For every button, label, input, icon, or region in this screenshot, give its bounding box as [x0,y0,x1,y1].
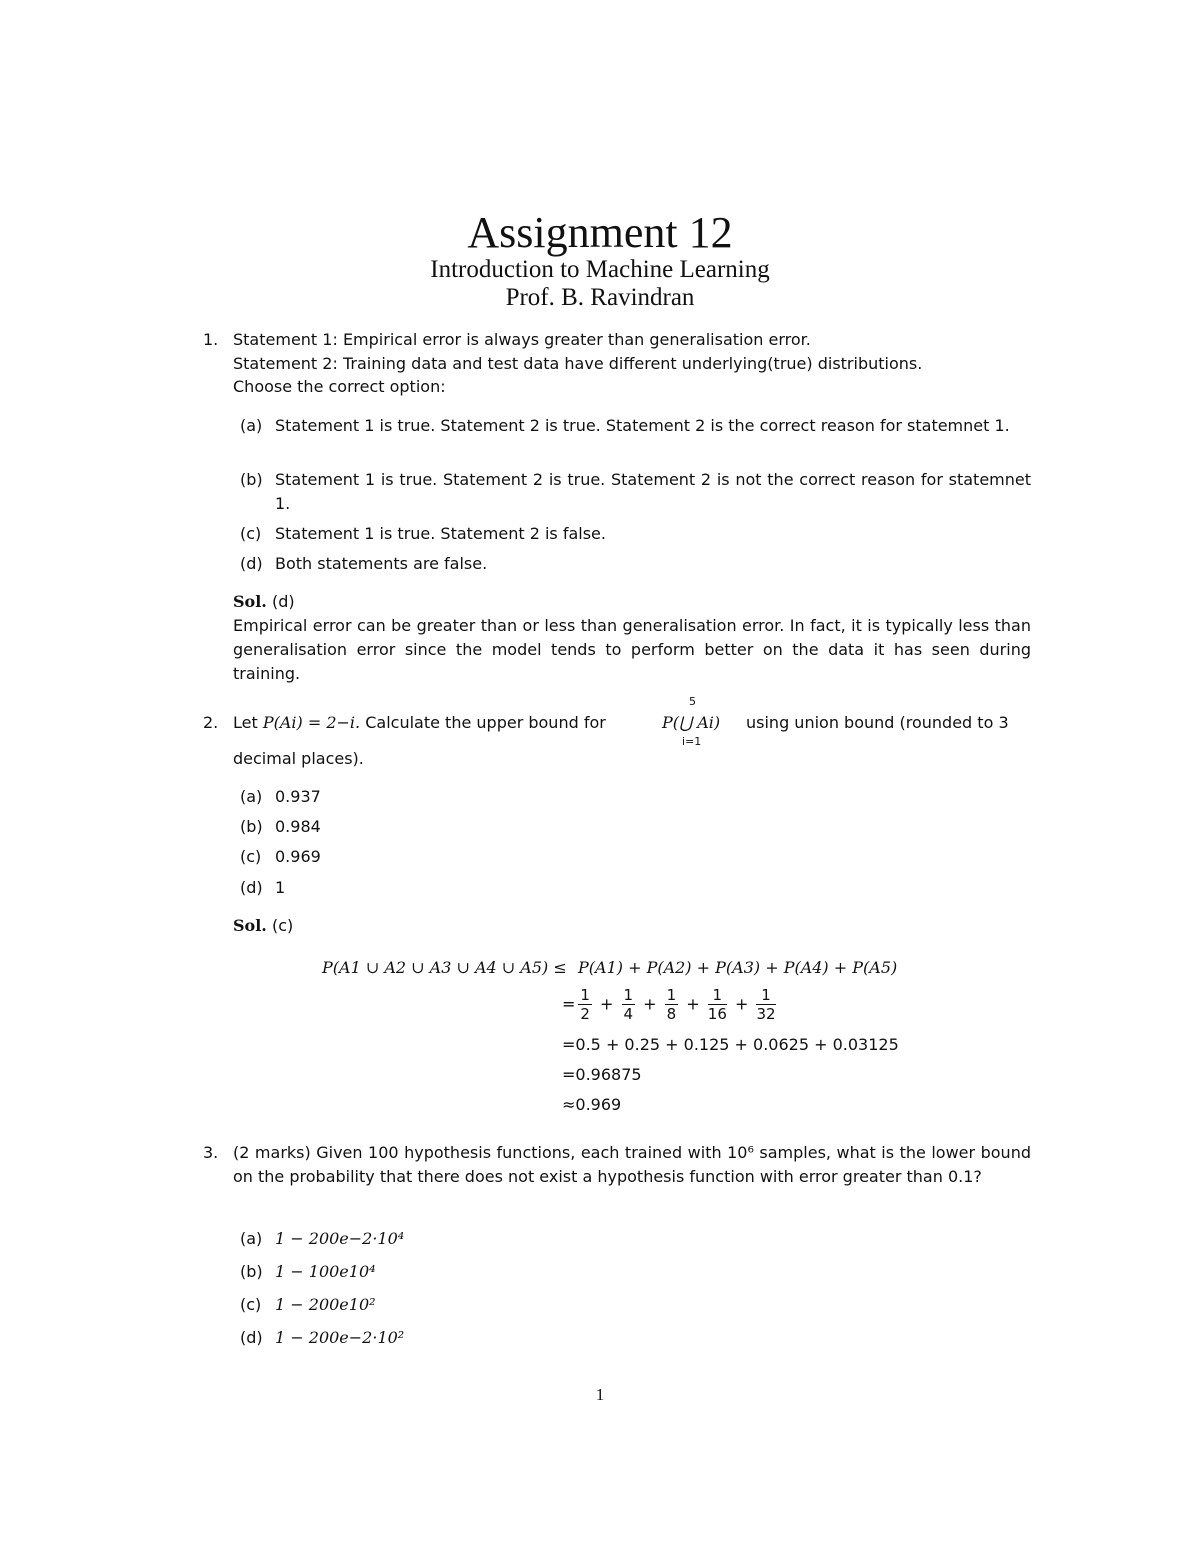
plus-sign: + [594,994,619,1014]
q2-stem-suffix: using union bound (rounded to 3 [746,713,1009,732]
plus-sign: + [729,994,754,1014]
q2-derivation-rhs1: P(A1) + P(A2) + P(A3) + P(A4) + P(A5) [578,958,898,977]
q2-option-d-text: 1 [275,878,286,897]
q2-stem-prefix: Let [233,713,258,732]
q3-option-b-label: (b) [240,1262,263,1281]
fraction-denominator: 2 [580,1005,590,1023]
fraction-term [665,986,679,1023]
q1-solution [233,590,295,614]
q2-derivation-line3: =0.5 + 0.25 + 0.125 + 0.0625 + 0.03125 [562,1035,899,1054]
fraction-term [708,986,727,1023]
q3-stem: (2 marks) Given 100 hypothesis functions, each trained with 10⁶ samples, what is the lower bound on the probability that there does not exist a hypothesis function with error greater than 0.1? [233,1143,1031,1186]
q1-option-c-label: (c) [240,524,262,543]
q3-option-b-text: 1 − 100e10⁴ [275,1262,376,1281]
q1-sol-answer: (d) [271,592,295,611]
q1-sol-label: Sol. [233,592,267,611]
q2-sol-answer: (c) [271,916,294,935]
fraction-denominator: 16 [707,1005,727,1023]
q1-instruction: Choose the correct option: [233,377,446,396]
q2-derivation-fractions: = $\frac{1}{2}$ + $\frac{1}{4}$ + $\frac{1}{8}$ + $\frac{1}{16}$ + $\frac{1}{32}$ [562,986,779,1023]
q2-option-a-text: 0.937 [275,787,321,806]
q3-option-a-label: (a) [240,1229,263,1248]
page-title: Assignment 12 [467,208,733,257]
fraction-numerator: 1 [580,986,590,1004]
fraction-numerator: 1 [666,986,677,1004]
question-3-number: 3. [203,1143,219,1162]
q2-sol-label: Sol. [233,916,267,935]
fraction-numerator: 1 [708,986,727,1005]
q2-union-lower: i=1 [682,735,702,748]
q2-stem-expr: P(Ai) = 2−i. [262,713,361,732]
q1-statement-2: Statement 2: Training data and test data have different underlying(true) distributions. [233,354,923,373]
fraction-numerator: 1 [756,986,775,1005]
q1-option-b-text: Statement 1 is true. Statement 2 is true. Statement 2 is not the correct reason for statemnet 1. [275,470,1031,513]
fraction-denominator: 8 [666,1005,677,1023]
fraction-denominator: 32 [756,1005,776,1023]
q2-option-b-text: 0.984 [275,817,321,836]
q2-option-d-label: (d) [240,878,263,897]
q1-option-d-label: (d) [240,554,263,573]
question-2-number: 2. [203,713,219,732]
q2-option-b-label: (b) [240,817,263,836]
plus-sign: + [681,994,705,1014]
q1-option-a-text: Statement 1 is true. Statement 2 is true. Statement 2 is the correct reason for statemnet 1. [275,416,1010,435]
q2-option-c-label: (c) [240,847,262,866]
q2-union-upper: 5 [689,695,696,708]
q1-option-a-label: (a) [240,416,263,435]
q1-statement-1: Statement 1: Empirical error is always greater than generalisation error. [233,330,811,349]
instructor-name: Prof. B. Ravindran [505,284,695,311]
fraction-term [622,986,636,1023]
q3-option-d-text: 1 − 200e−2·10² [275,1328,405,1347]
page-number: 1 [595,1385,605,1404]
fraction-sum [575,986,778,1023]
plus-sign: + [638,994,662,1014]
q2-derivation-lhs: P(A1 ∪ A2 ∪ A3 ∪ A4 ∪ A5) ≤ [322,958,567,977]
q2-stem-mid: Calculate the upper bound for [365,713,606,732]
q3-option-a-text: 1 − 200e−2·10⁴ [275,1229,405,1248]
fraction-denominator: 4 [623,1005,634,1023]
fraction-term [756,986,775,1023]
question-1-number: 1. [203,330,219,349]
q2-option-a-label: (a) [240,787,263,806]
fraction-numerator: 1 [623,986,634,1004]
q3-option-d-label: (d) [240,1328,263,1347]
q2-stem-cont: decimal places). [233,749,364,768]
q2-stem-line [233,711,606,735]
q1-option-c-text: Statement 1 is true. Statement 2 is false. [275,524,606,543]
q3-option-c-label: (c) [240,1295,262,1314]
fraction-term [578,986,592,1023]
q3-option-c-text: 1 − 200e10² [275,1295,376,1314]
q2-derivation-line4: =0.96875 [562,1065,642,1084]
q2-option-c-text: 0.969 [275,847,321,866]
q2-union-expr: P(⋃ Ai) [662,713,721,732]
q1-option-b-label: (b) [240,470,263,489]
q2-derivation-line5: ≈0.969 [562,1095,622,1114]
course-name: Introduction to Machine Learning [430,256,770,283]
q1-option-d-text: Both statements are false. [275,554,488,573]
q1-explanation: Empirical error can be greater than or less than generalisation error. In fact, it is typically less than generalisation error since the model tends to perform better on the data it has seen during training. [233,616,1031,683]
q2-solution [233,914,293,938]
